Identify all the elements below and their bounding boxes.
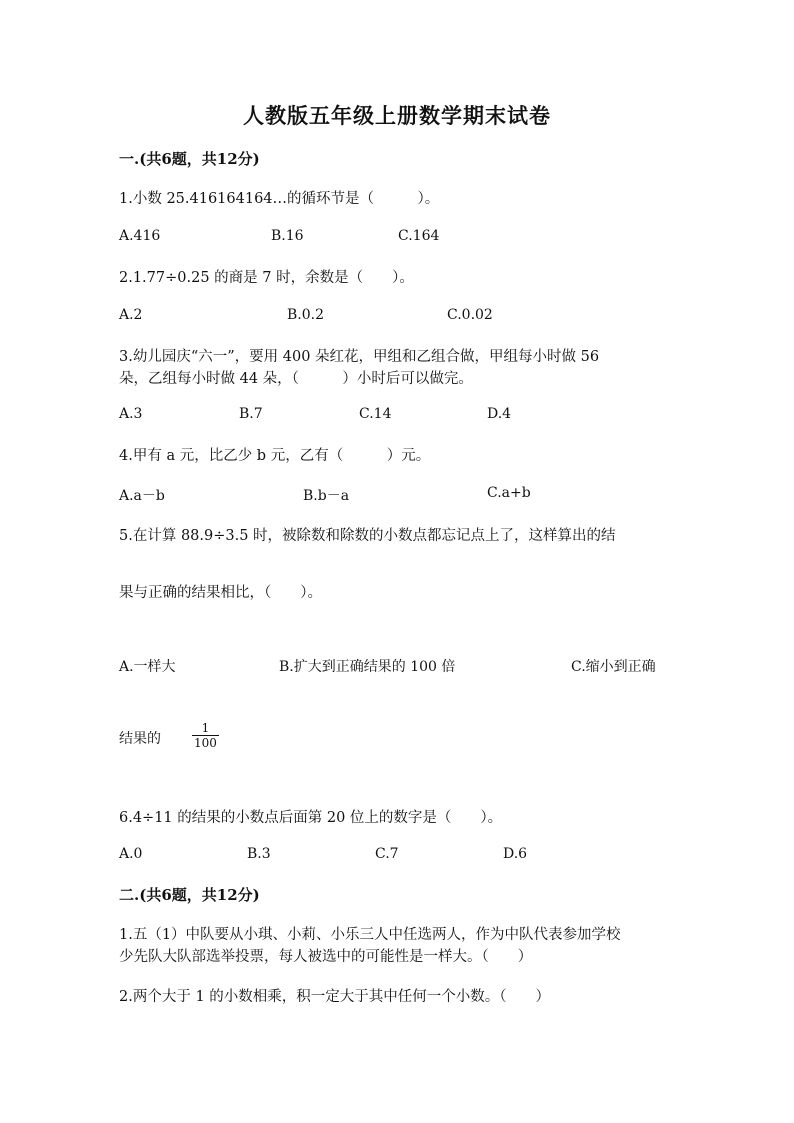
page-title: 人教版五年级上册数学期末试卷: [243, 103, 551, 128]
q5-option-b: B.扩大到正确结果的 100 倍: [279, 659, 456, 675]
question-5-line-2: 果与正确的结果相比，（ ）。: [119, 585, 322, 601]
q2-option-b: B.0.2: [287, 307, 325, 323]
q3-option-b: B.7: [239, 406, 263, 422]
q1-option-b: B.16: [271, 228, 304, 244]
q4-option-b: B.b－a: [303, 488, 350, 504]
q1-option-a: A.416: [119, 228, 161, 244]
question-6: 6.4÷11 的结果的小数点后面第 20 位上的数字是（ ）。: [119, 810, 503, 826]
fraction-denominator: 100: [194, 736, 217, 750]
q2-option-c: C.0.02: [447, 307, 493, 323]
question-4: 4.甲有 a 元，比乙少 b 元，乙有（ ）元。: [119, 448, 431, 464]
q6-option-d: D.6: [503, 846, 528, 862]
q5-option-c-continuation: 结果的: [119, 731, 161, 747]
q3-option-d: D.4: [487, 406, 512, 422]
question-2: 2.1.77÷0.25 的商是 7 时，余数是（ ）。: [119, 270, 414, 286]
q6-option-a: A.0: [119, 846, 143, 862]
question-3-line-1: 3.幼儿园庆“六一”，要用 400 朵红花，甲组和乙组合做，甲组每小时做 56: [119, 349, 600, 365]
q2-option-a: A.2: [119, 307, 143, 323]
judgement-2: 2.两个大于 1 的小数相乘，积一定大于其中任何一个小数。（ ）: [119, 989, 551, 1005]
fraction-numerator: 1: [201, 721, 210, 735]
q6-option-b: B.3: [247, 846, 271, 862]
section-1-header: 一.(共6题，共12分): [119, 150, 260, 168]
q5-option-a: A.一样大: [119, 659, 176, 675]
q4-option-c: C.a+b: [487, 485, 531, 501]
question-5-line-1: 5.在计算 88.9÷3.5 时，被除数和除数的小数点都忘记点上了，这样算出的结: [119, 528, 616, 544]
q1-option-c: C.164: [398, 228, 440, 244]
q6-option-c: C.7: [375, 846, 399, 862]
question-3-line-2: 朵，乙组每小时做 44 朵，（ ）小时后可以做完。: [119, 371, 473, 387]
fraction-one-hundredth: [192, 721, 219, 750]
q4-option-a: A.a－b: [119, 488, 165, 504]
question-1: 1.小数 25.416164164…的循环节是（ ）。: [119, 191, 440, 207]
judgement-1-line-1: 1.五（1）中队要从小琪、小莉、小乐三人中任选两人，作为中队代表参加学校: [119, 927, 621, 943]
q3-option-a: A.3: [119, 406, 143, 422]
section-2-header: 二.(共6题，共12分): [119, 886, 260, 904]
judgement-1-line-2: 少先队大队部选举投票，每人被选中的可能性是一样大。（ ）: [119, 949, 533, 965]
q3-option-c: C.14: [359, 406, 392, 422]
q5-option-c: C.缩小到正确: [571, 659, 656, 675]
